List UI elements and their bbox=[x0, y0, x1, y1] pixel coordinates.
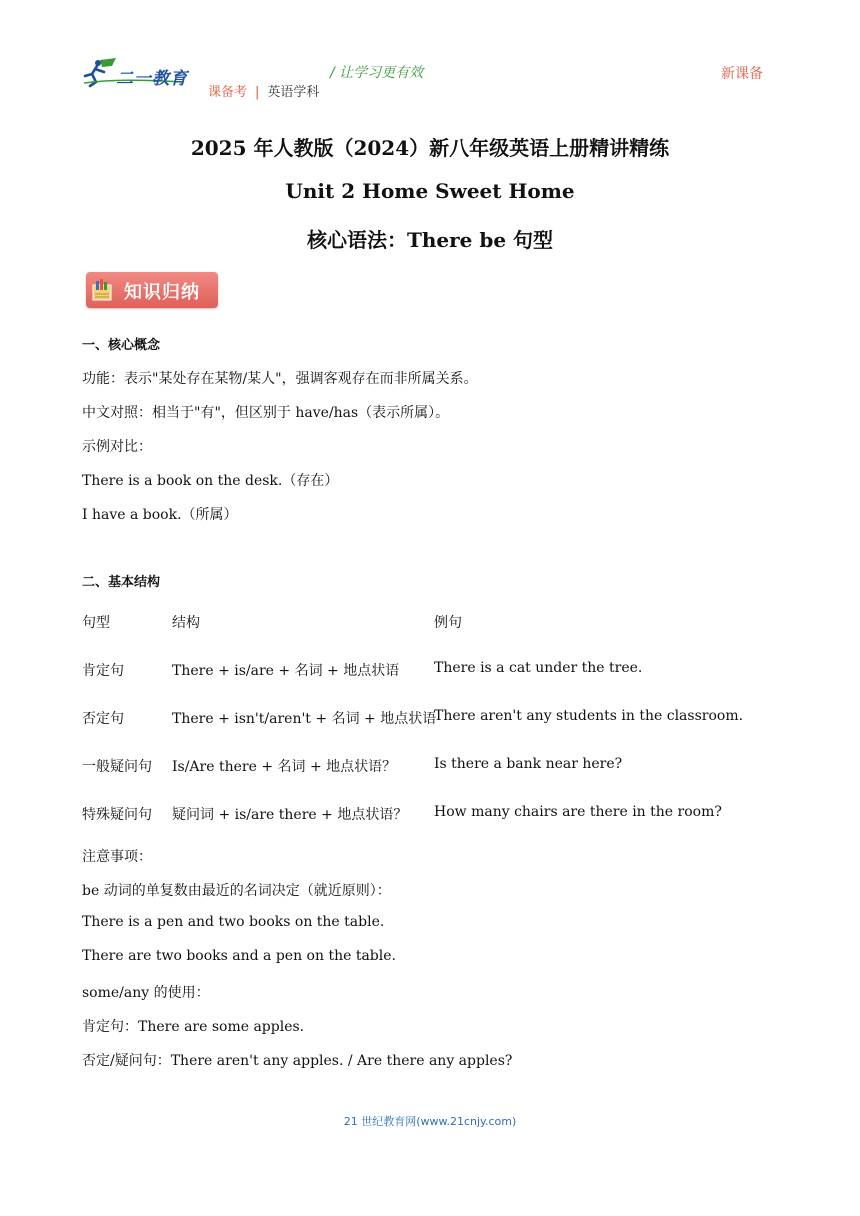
header-left-part2: 英语学科 bbox=[267, 85, 320, 100]
table-cell: How many chairs are there in the room? bbox=[434, 804, 722, 820]
section1-line: 示例对比： bbox=[82, 439, 152, 455]
table-cell: There is a cat under the tree. bbox=[434, 660, 643, 676]
notes-line: some/any 的使用： bbox=[82, 985, 210, 1001]
notes-line: 否定/疑问句：There aren't any apples. / Are there any apples? bbox=[82, 1053, 513, 1069]
notes-line: 注意事项： bbox=[82, 849, 152, 865]
grammar-title: 核心语法：There be 句型 bbox=[306, 228, 554, 252]
section1-line: I have a book.（所属） bbox=[82, 507, 238, 523]
table-header-cell: 句型 bbox=[82, 615, 110, 631]
table-cell: 肯定句 bbox=[82, 663, 124, 679]
table-header-cell: 结构 bbox=[172, 615, 200, 631]
notes-line: There are two books and a pen on the table. bbox=[82, 948, 396, 964]
page-title: 2025 年人教版（2024）新八年级英语上册精讲精练 bbox=[190, 136, 670, 160]
section2-heading: 二、基本结构 bbox=[82, 575, 161, 590]
table-cell: 疑问词 + is/are there + 地点状语？ bbox=[172, 807, 408, 823]
section1-line: There is a book on the desk.（存在） bbox=[82, 473, 339, 489]
header-right: 新课备 bbox=[721, 66, 763, 82]
logo-text: 二一教育 bbox=[116, 69, 188, 89]
table-header-cell: 例句 bbox=[434, 615, 462, 631]
header-slogan: / 让学习更有效 bbox=[330, 65, 424, 81]
knowledge-badge bbox=[86, 272, 218, 308]
table-cell: 一般疑问句 bbox=[82, 759, 152, 775]
unit-title: Unit 2 Home Sweet Home bbox=[285, 179, 575, 203]
footer-link[interactable]: 21 世纪教育网(www.21cnjy.com) bbox=[343, 1115, 517, 1128]
notes-line: be 动词的单复数由最近的名词决定（就近原则）： bbox=[82, 883, 391, 899]
notes-line: There is a pen and two books on the table. bbox=[82, 914, 385, 930]
book-icon bbox=[92, 279, 112, 301]
table-cell: There + isn't/aren't + 名词 + 地点状语 bbox=[172, 711, 437, 727]
table-cell: There + is/are + 名词 + 地点状语 bbox=[172, 663, 400, 679]
table-cell: 否定句 bbox=[82, 711, 124, 727]
table-cell: There aren't any students in the classroom. bbox=[434, 708, 744, 724]
table-cell: Is/Are there + 名词 + 地点状语？ bbox=[172, 759, 397, 775]
table-cell: Is there a bank near here? bbox=[434, 756, 623, 772]
section1-line: 中文对照：相当于"有"，但区别于 have/has（表示所属）。 bbox=[82, 405, 450, 421]
section1-line: 功能：表示"某处存在某物/某人"，强调客观存在而非所属关系。 bbox=[82, 371, 478, 387]
section1-heading: 一、核心概念 bbox=[82, 338, 161, 353]
notes-line: 肯定句：There are some apples. bbox=[82, 1019, 305, 1035]
badge-label: 知识归纳 bbox=[124, 282, 200, 303]
header-separator: | bbox=[255, 85, 260, 100]
header-left-part1: 课备考 bbox=[208, 85, 248, 100]
header-subject bbox=[208, 81, 319, 100]
table-cell: 特殊疑问句 bbox=[82, 807, 152, 823]
